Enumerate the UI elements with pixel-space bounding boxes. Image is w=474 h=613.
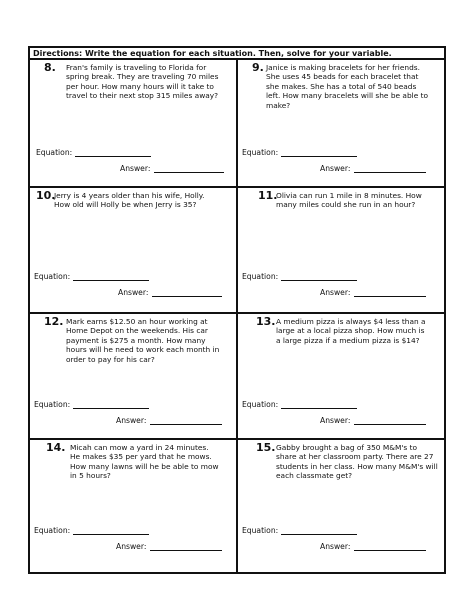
problem-card xyxy=(238,60,444,186)
problem-number: 15. xyxy=(256,441,276,454)
answer-blank[interactable] xyxy=(150,550,222,551)
problem-text: Olivia can run 1 mile in 8 minutes. How many miles could she run in an hour? xyxy=(276,191,422,210)
directions-header: Directions: Write the equation for each situation. Then, solve for your variable. xyxy=(30,48,444,60)
answer-label: Answer: xyxy=(120,164,151,173)
problem-text: Jerry is 4 years older than his wife, Holly. How old will Holly be when Jerry is 35? xyxy=(54,191,205,210)
problem-text: Janice is making bracelets for her friends. She uses 45 beads for each bracelet that she makes. She has a total of 540 beads left. How many bracelets will she be able to make? xyxy=(266,63,429,110)
problem-number: 13. xyxy=(256,315,276,328)
answer-blank[interactable] xyxy=(154,172,224,173)
equation-label: Equation: xyxy=(242,148,279,157)
equation-label: Equation: xyxy=(34,272,71,281)
equation-blank[interactable] xyxy=(281,280,357,281)
problem-card xyxy=(30,60,236,186)
problem-text: Mark earns $12.50 an hour working at Home Depot on the weekends. His car payment is $275 a month. How many hours will he need to work each month in order to pay for his car? xyxy=(66,317,220,364)
problem-grid xyxy=(30,60,444,572)
answer-label: Answer: xyxy=(118,288,149,297)
problem-number: 11. xyxy=(258,189,278,202)
answer-label: Answer: xyxy=(320,164,351,173)
equation-label: Equation: xyxy=(34,400,71,409)
answer-blank[interactable] xyxy=(354,550,426,551)
problem-text: Gabby brought a bag of 350 M&M's to share at her classroom party. There are 27 students in her class. How many M&M's will each classmate get? xyxy=(276,443,438,481)
problem-text: A medium pizza is always $4 less than a large at a local pizza shop. How much is a large pizza if a medium pizza is $14? xyxy=(276,317,426,345)
problem-card xyxy=(238,188,444,312)
problem-number: 14. xyxy=(46,441,66,454)
problem-number: 10. xyxy=(36,189,56,202)
answer-label: Answer: xyxy=(116,542,147,551)
problem-card xyxy=(30,188,236,312)
answer-label: Answer: xyxy=(116,416,147,425)
equation-blank[interactable] xyxy=(281,408,357,409)
problem-text: Micah can mow a yard in 24 minutes. He makes $35 per yard that he mows. How many lawns will he be able to mow in 5 hours? xyxy=(70,443,219,481)
equation-blank[interactable] xyxy=(73,280,149,281)
answer-label: Answer: xyxy=(320,416,351,425)
problem-number: 9. xyxy=(252,61,264,74)
equation-label: Equation: xyxy=(242,526,279,535)
equation-label: Equation: xyxy=(34,526,71,535)
answer-blank[interactable] xyxy=(354,424,426,425)
answer-blank[interactable] xyxy=(354,296,426,297)
answer-label: Answer: xyxy=(320,542,351,551)
equation-label: Equation: xyxy=(242,272,279,281)
problem-card xyxy=(30,314,236,438)
answer-blank[interactable] xyxy=(354,172,426,173)
problem-card xyxy=(238,440,444,572)
problem-text: Fran's family is traveling to Florida for spring break. They are traveling 70 miles per hour. How many hours will it take to travel to their next stop 315 miles away? xyxy=(66,63,219,101)
answer-blank[interactable] xyxy=(152,296,222,297)
answer-blank[interactable] xyxy=(150,424,222,425)
equation-blank[interactable] xyxy=(281,156,357,157)
problem-number: 12. xyxy=(44,315,64,328)
problem-card xyxy=(238,314,444,438)
equation-label: Equation: xyxy=(36,148,73,157)
worksheet xyxy=(28,46,446,574)
equation-blank[interactable] xyxy=(73,408,149,409)
equation-blank[interactable] xyxy=(281,534,357,535)
equation-blank[interactable] xyxy=(75,156,151,157)
problem-number: 8. xyxy=(44,61,56,74)
problem-card xyxy=(30,440,236,572)
equation-label: Equation: xyxy=(242,400,279,409)
equation-blank[interactable] xyxy=(73,534,149,535)
answer-label: Answer: xyxy=(320,288,351,297)
